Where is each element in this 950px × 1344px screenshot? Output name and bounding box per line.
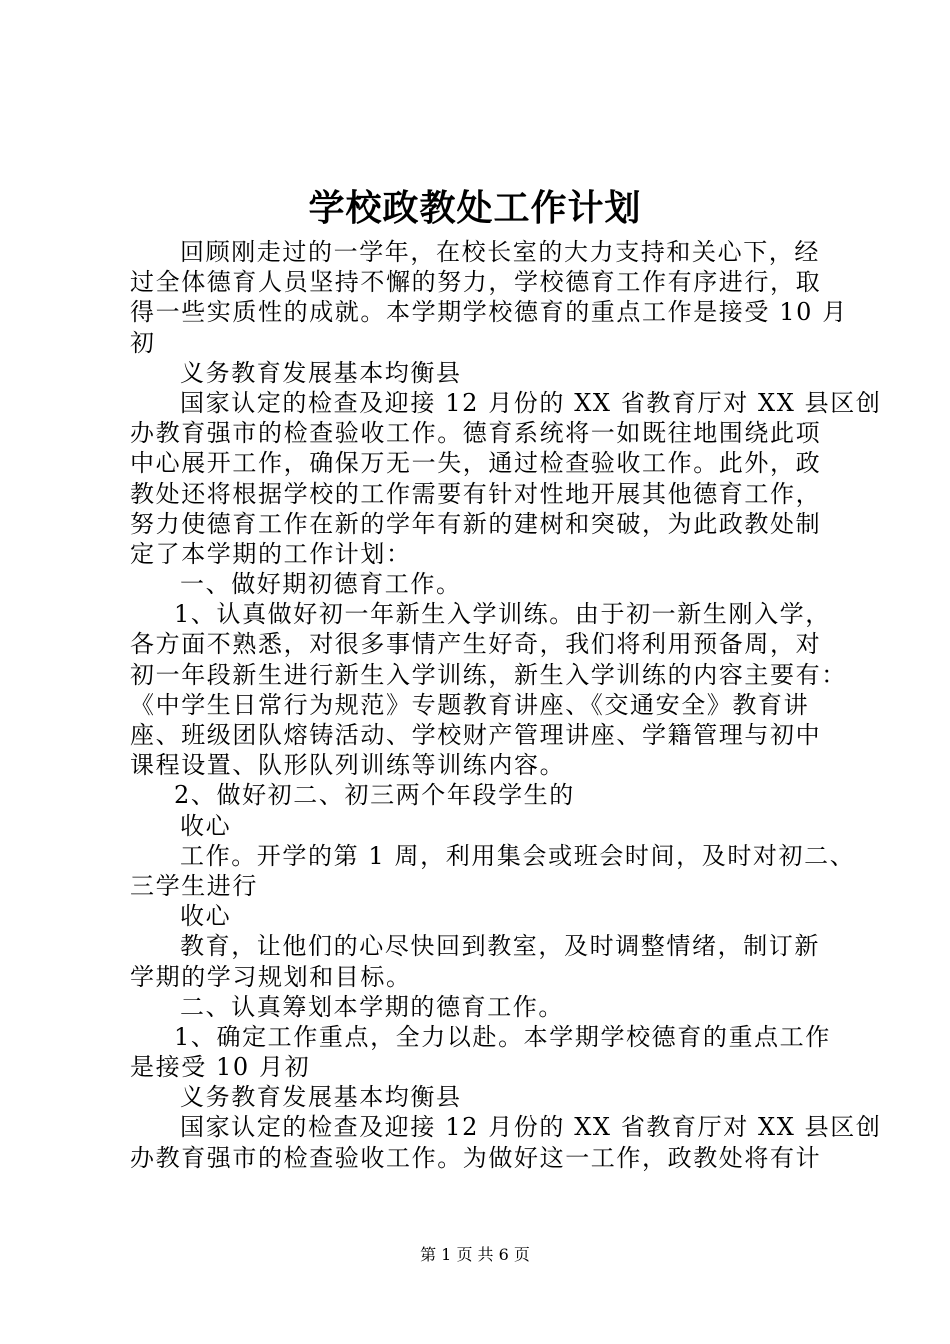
paragraph-line: 办教育强市的检查验收工作。为做好这一工作，政教处将有计 (130, 1143, 822, 1172)
paragraph-line: 国家认定的检查及迎接 12 月份的 XX 省教育厅对 XX 县区创 (180, 1113, 882, 1142)
paragraph-line: 三学生进行 (130, 871, 258, 900)
paragraph-line: 教处还将根据学校的工作需要有针对性地开展其他德育工作， (130, 479, 822, 508)
paragraph-line: 学期的学习规划和目标。 (130, 962, 412, 991)
paragraph-line: 1、确定工作重点，全力以赴。本学期学校德育的重点工作 (174, 1022, 831, 1051)
paragraph-line: 初一年段新生进行新生入学训练，新生入学训练的内容主要有： (130, 660, 847, 689)
paragraph-line: 定了本学期的工作计划： (130, 539, 412, 568)
paragraph-line: 义务教育发展基本均衡县 (180, 358, 462, 387)
paragraph-line: 收心 (180, 811, 232, 840)
paragraph-line: 国家认定的检查及迎接 12 月份的 XX 省教育厅对 XX 县区创 (180, 388, 882, 417)
paragraph-line: 1、认真做好初一年新生入学训练。由于初一新生刚入学， (174, 600, 831, 629)
section-heading: 一、做好期初德育工作。 (180, 570, 462, 599)
paragraph-line: 收心 (180, 902, 232, 931)
paragraph-line: 努力使德育工作在新的学年有新的建树和突破，为此政教处制 (130, 509, 822, 538)
paragraph-line: 座、班级团队熔铸活动、学校财产管理讲座、学籍管理与初中 (130, 721, 822, 749)
paragraph-line: 2、做好初二、初三两个年段学生的 (174, 781, 575, 810)
paragraph-line: 办教育强市的检查验收工作。德育系统将一如既往地围绕此项 (130, 419, 822, 448)
page-footer: 第 1 页 共 6 页 (420, 1245, 530, 1264)
paragraph-line: 各方面不熟悉，对很多事情产生好奇，我们将利用预备周，对 (130, 630, 822, 659)
paragraph-line: 义务教育发展基本均衡县 (180, 1083, 462, 1112)
paragraph-line: 工作。开学的第 1 周，利用集会或班会时间，及时对初二、 (180, 841, 856, 870)
document-title: 学校政教处工作计划 (308, 187, 642, 229)
paragraph-line: 得一些实质性的成就。本学期学校德育的重点工作是接受 10 月 (130, 298, 848, 327)
paragraph-line: 初 (130, 328, 156, 357)
section-heading: 二、认真筹划本学期的德育工作。 (180, 992, 564, 1021)
paragraph-line: 中心展开工作，确保万无一失，通过检查验收工作。此外，政 (130, 449, 822, 478)
document-body (130, 237, 882, 1173)
paragraph-line: 教育，让他们的心尽快回到教室，及时调整情绪，制订新 (180, 932, 820, 961)
paragraph-line: 课程设置、队形队列训练等训练内容。 (130, 751, 566, 780)
paragraph-line: 过全体德育人员坚持不懈的努力，学校德育工作有序进行，取 (130, 268, 822, 297)
paragraph-line: 是接受 10 月初 (130, 1053, 311, 1082)
paragraph-line: 回顾刚走过的一学年，在校长室的大力支持和关心下，经 (180, 238, 820, 266)
paragraph-line: 《中学生日常行为规范》专题教育讲座、《交通安全》教育讲 (130, 690, 810, 719)
